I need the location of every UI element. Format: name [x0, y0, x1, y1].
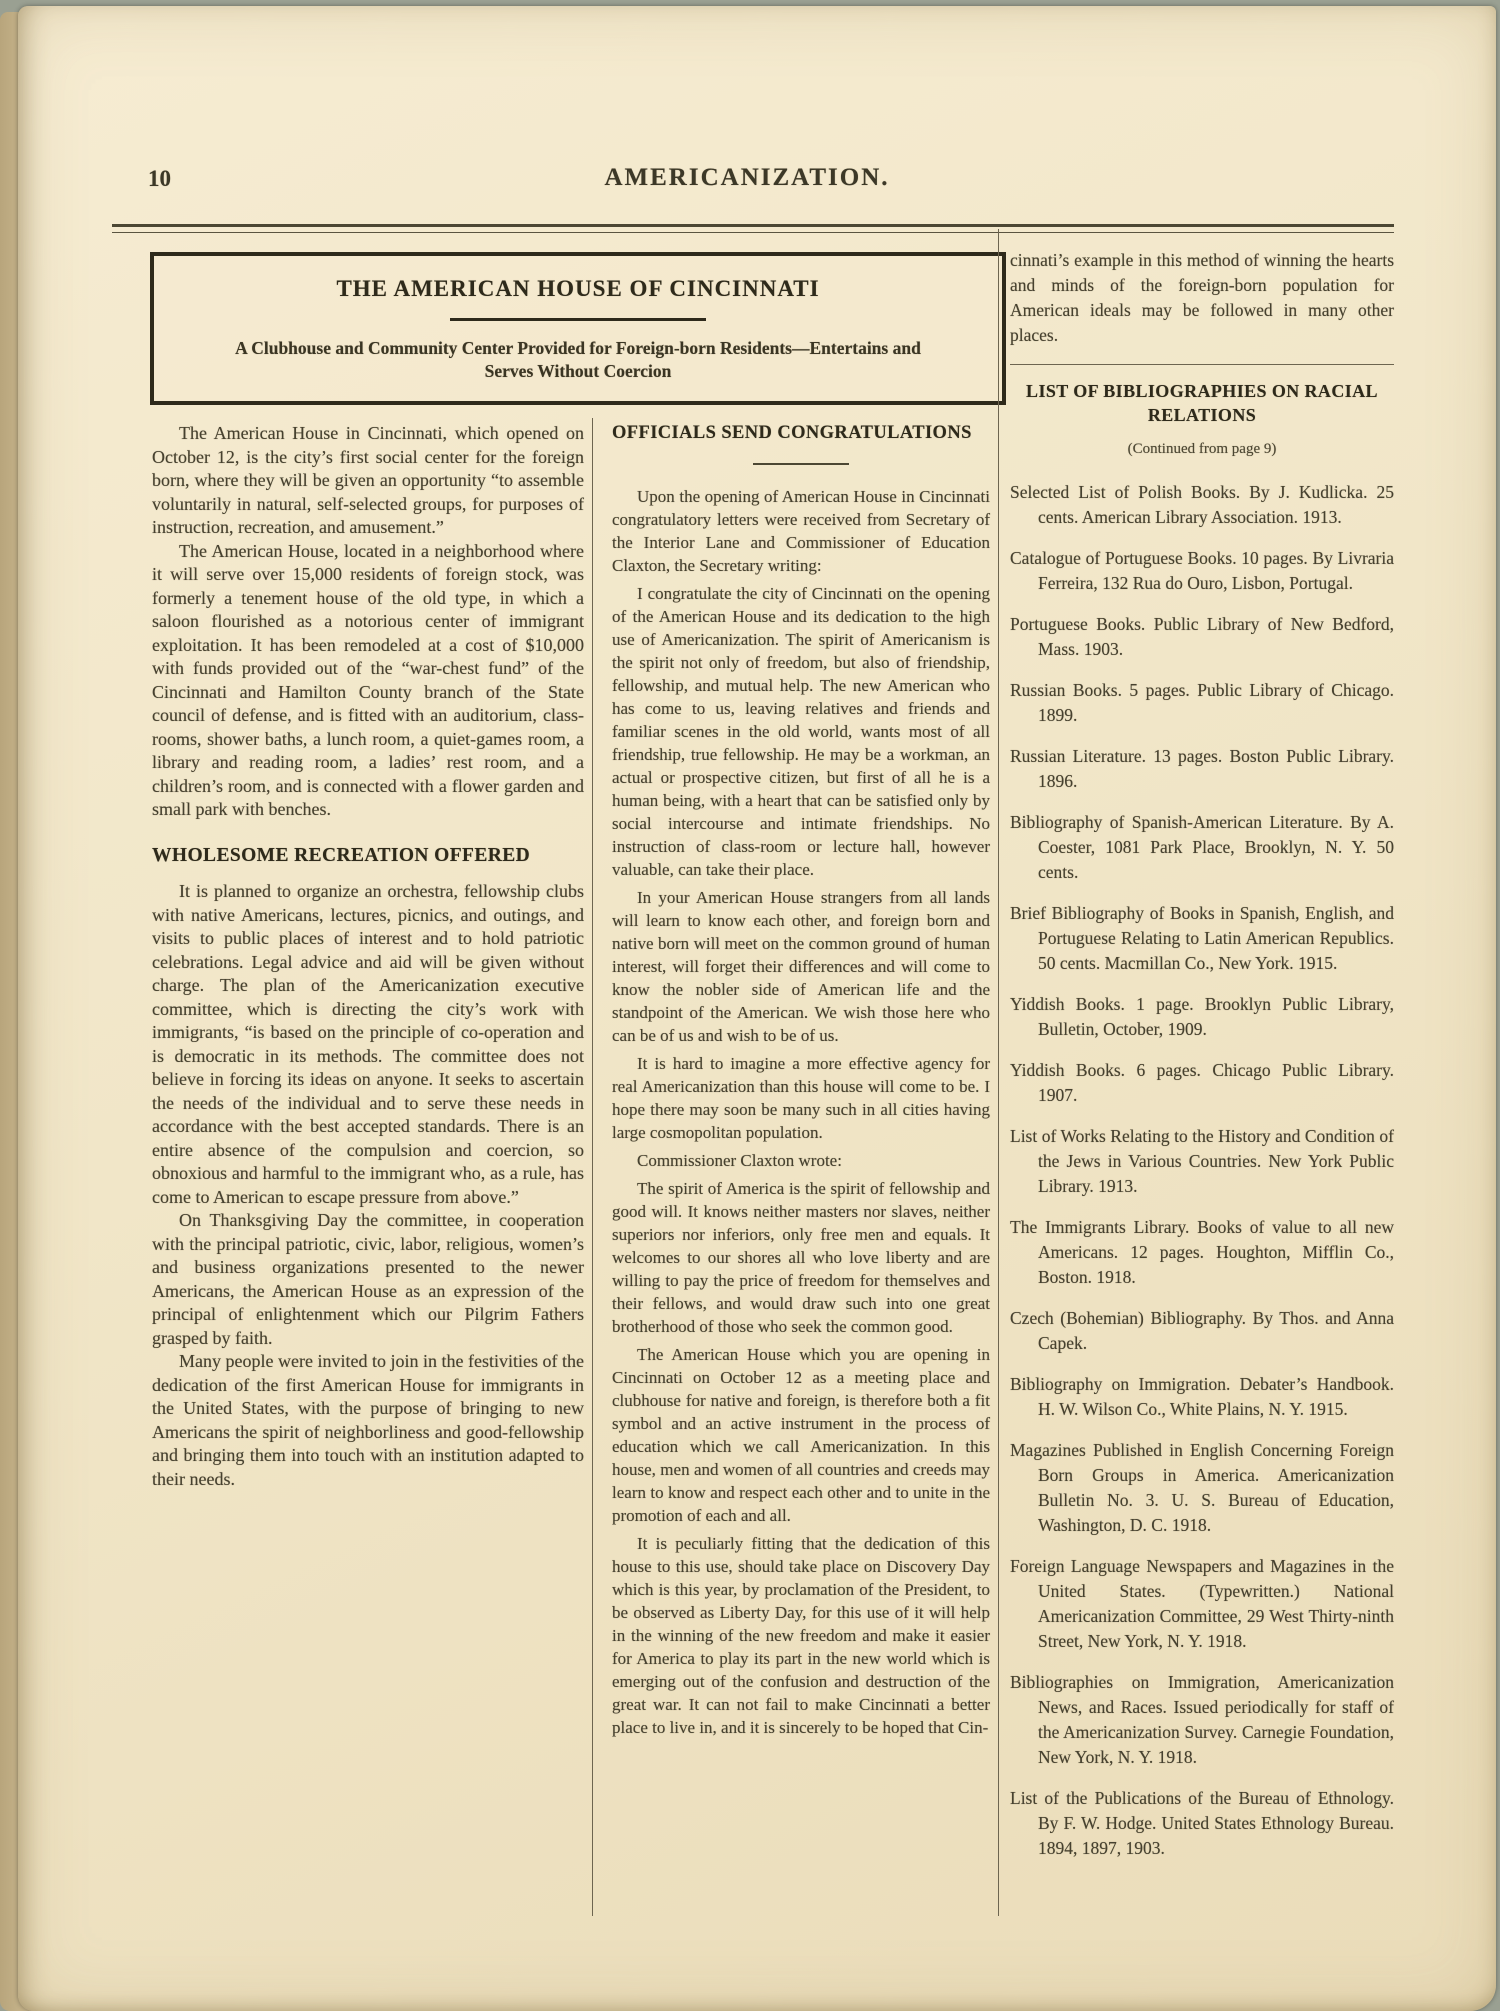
paragraph: Upon the opening of American House in Cincinnati congratulatory letters were received from Secretary of the Interior Lane and Commissioner of Education Claxton, the Secretary writing:	[612, 487, 990, 575]
column-2	[612, 422, 990, 1744]
page-number: 10	[148, 166, 171, 191]
column-divider-2	[998, 229, 999, 1916]
bibliography-item: Bibliographies on Immigration, Americanization News, and Races. Issued periodically for staff of the Americanization Survey. Carnegie Foundation, New York, N. Y. 1918.	[1010, 1672, 1394, 1767]
bibliography-list	[1010, 480, 1394, 1861]
paragraph: I congratulate the city of Cincinnati on the opening of the American House and its dedication to the high use of Americanization. The spirit of Americanism is the spirit not only of freedom, but also of friendship, fellowship, and mutual help. The new American who has come to us, leaving relatives and friends and familiar scenes in the old world, wants most of all friendship, true fellowship. He may be a workman, an actual or prospective citizen, but first of all he is a human being, with a heart that can be satisfied only by social intercourse and intimate friendships. No instruction of class-room or lecture hall, however valuable, can take their place.	[612, 584, 990, 879]
article-subtitle: A Clubhouse and Community Center Provided for Foreign-born Residents—Entertains and Serves Without Coercion	[235, 338, 921, 381]
bibliography-item: Yiddish Books. 6 pages. Chicago Public Library. 1907.	[1010, 1060, 1394, 1105]
column-1	[152, 422, 584, 1491]
paragraph: On Thanksgiving Day the committee, in cooperation with the principal patriotic, civic, labor, religious, women’s and business organizations presented to the newer Americans, the American House as an expression of the principal of enlightenment which our Pilgrim Fathers grasped by faith.	[152, 1210, 584, 1348]
bibliography-item: Portuguese Books. Public Library of New Bedford, Mass. 1903.	[1010, 614, 1394, 659]
column-3	[1010, 248, 1394, 1877]
paragraph: The spirit of America is the spirit of fellowship and good will. It knows neither masters nor slaves, neither superiors nor inferiors, only free men and equals. It welcomes to our shores all who love liberty and are willing to pay the price of freedom for themselves and their fellows, and would draw such into one great brotherhood of those who seek the common good.	[612, 1179, 990, 1336]
bibliography-item: List of Works Relating to the History and Condition of the Jews in Various Countries. New York Public Library. 1913.	[1010, 1126, 1394, 1196]
paragraph: The American House which you are opening in Cincinnati on October 12 as a meeting place and clubhouse for native and foreign, is therefore both a fit symbol and an active instrument in the process of education which we call Americanization. In this house, men and women of all countries and creeds may learn to know and respect each other and to unite in the promotion of each and all.	[612, 1345, 990, 1525]
bibliography-item: Russian Literature. 13 pages. Boston Public Library. 1896.	[1010, 746, 1394, 791]
continuation-paragraph: cinnati’s example in this method of winning the hearts and minds of the foreign-born population for American ideals may be followed in many other places.	[1010, 250, 1394, 345]
bibliography-item: Bibliography on Immigration. Debater’s Handbook. H. W. Wilson Co., White Plains, N. Y. 1915.	[1010, 1374, 1394, 1419]
paragraph: Commissioner Claxton wrote:	[637, 1151, 842, 1170]
paragraph: The American House, located in a neighborhood where it will serve over 15,000 residents of foreign stock, was formerly a tenement house of the old type, in which a saloon flourished as a notorious center of immigrant exploitation. It has been remodeled at a cost of $10,000 with funds provided out of the “war-chest fund” of the Cincinnati and Hamilton County branch of the State council of defense, and is fitted with an auditorium, class-rooms, shower baths, a lunch room, a quiet-games room, a library and reading room, a ladies’ rest room, and a children’s room, and is connected with a flower garden and small park with benches.	[152, 540, 584, 819]
bibliography-item: The Immigrants Library. Books of value to all new Americans. 12 pages. Houghton, Mifflin Co., Boston. 1918.	[1010, 1217, 1394, 1287]
section-heading-officials-congratulations: OFFICIALS SEND CONGRATULATIONS	[612, 423, 972, 443]
bibliography-item: Czech (Bohemian) Bibliography. By Thos. and Anna Capek.	[1010, 1308, 1394, 1353]
bibliography-item: Russian Books. 5 pages. Public Library of Chicago. 1899.	[1010, 680, 1394, 725]
column-divider-1	[592, 418, 593, 1916]
magazine-page	[18, 6, 1496, 2011]
bibliography-item: Yiddish Books. 1 page. Brooklyn Public Library, Bulletin, October, 1909.	[1010, 994, 1394, 1039]
article-headline-box	[150, 252, 1006, 405]
heading-rule	[753, 463, 849, 465]
paragraph: The American House in Cincinnati, which opened on October 12, is the city’s first social center for the foreign born, where they will be given an opportunity “to assemble voluntarily in natural, self-selected groups, for purposes of instruction, recreation, and amusement.”	[152, 423, 584, 537]
bibliography-item: Selected List of Polish Books. By J. Kudlicka. 25 cents. American Library Association. 1913.	[1010, 482, 1394, 527]
continued-from-note: (Continued from page 9)	[1127, 441, 1277, 457]
bibliography-item: Catalogue of Portuguese Books. 10 pages. By Livraria Ferreira, 132 Rua do Ouro, Lisbon, Portugal.	[1010, 548, 1394, 593]
bibliography-item: List of the Publications of the Bureau of Ethnology. By F. W. Hodge. United States Ethnology Bureau. 1894, 1897, 1903.	[1010, 1788, 1394, 1858]
paragraph: It is peculiarly fitting that the dedication of this house to this use, should take place on Discovery Day which is this year, by proclamation of the President, to be observed as Liberty Day, for this use of it will help in the winning of the new freedom and make it easier for America to play its part in the new world which is emerging out of the confusion and destruction of the great war. It can not fail to make Cincinnati a better place to live in, and it is sincerely to be hoped that Cin-	[612, 1534, 990, 1737]
section-divider-rule	[1010, 364, 1394, 365]
bibliography-item: Brief Bibliography of Books in Spanish, English, and Portuguese Relating to Latin American Republics. 50 cents. Macmillan Co., New York. 1915.	[1010, 903, 1394, 973]
title-rule	[450, 318, 706, 321]
paragraph: In your American House strangers from all lands will learn to know each other, and foreign born and native born will meet on the common ground of human interest, will forget their differences and will come to know the nobler side of American life and the standpoint of the American. We wish those here who can be of us and wish to be of us.	[612, 888, 990, 1045]
article-title: THE AMERICAN HOUSE OF CINCINNATI	[336, 276, 820, 301]
section-heading-bibliographies: LIST OF BIBLIOGRAPHIES ON RACIAL RELATIONS	[1026, 381, 1378, 425]
running-title: AMERICANIZATION.	[604, 164, 890, 191]
header-double-rule	[112, 224, 1394, 233]
paragraph: Many people were invited to join in the festivities of the dedication of the first American House for immigrants in the United States, with the purpose of bringing to new Americans the spirit of neighborliness and good-fellowship and bringing them into touch with an institution adapted to their needs.	[152, 1351, 584, 1489]
paragraph: It is hard to imagine a more effective agency for real Americanization than this house will come to be. I hope there may soon be many such in all cities having large cosmopolitan population.	[612, 1054, 990, 1142]
bibliography-item: Bibliography of Spanish-American Literature. By A. Coester, 1081 Park Place, Brooklyn, N. Y. 50 cents.	[1010, 812, 1394, 882]
section-heading-wholesome-recreation: WHOLESOME RECREATION OFFERED	[152, 844, 531, 866]
bibliography-item: Foreign Language Newspapers and Magazines in the United States. (Typewritten.) National Americanization Committee, 29 West Thirty-ninth Street, New York, N. Y. 1918.	[1010, 1556, 1394, 1651]
bibliography-item: Magazines Published in English Concerning Foreign Born Groups in America. Americanization Bulletin No. 3. U. S. Bureau of Education, Washington, D. C. 1918.	[1010, 1440, 1394, 1535]
paragraph: It is planned to organize an orchestra, fellowship clubs with native Americans, lectures, picnics, and outings, and visits to public places of interest and to hold patriotic celebrations. Legal advice and aid will be given without charge. The plan of the Americanization executive committee, which is directing the city’s work with immigrants, “is based on the principle of co-operation and is democratic in its methods. The committee does not believe in forcing its ideas on anyone. It seeks to ascertain the needs of the individual and to serve these needs in accordance with the best accepted standards. There is an entire absence of the compulsion and coercion, so obnoxious and harmful to the immigrant who, as a rule, has come to American to escape pressure from above.”	[152, 881, 584, 1207]
